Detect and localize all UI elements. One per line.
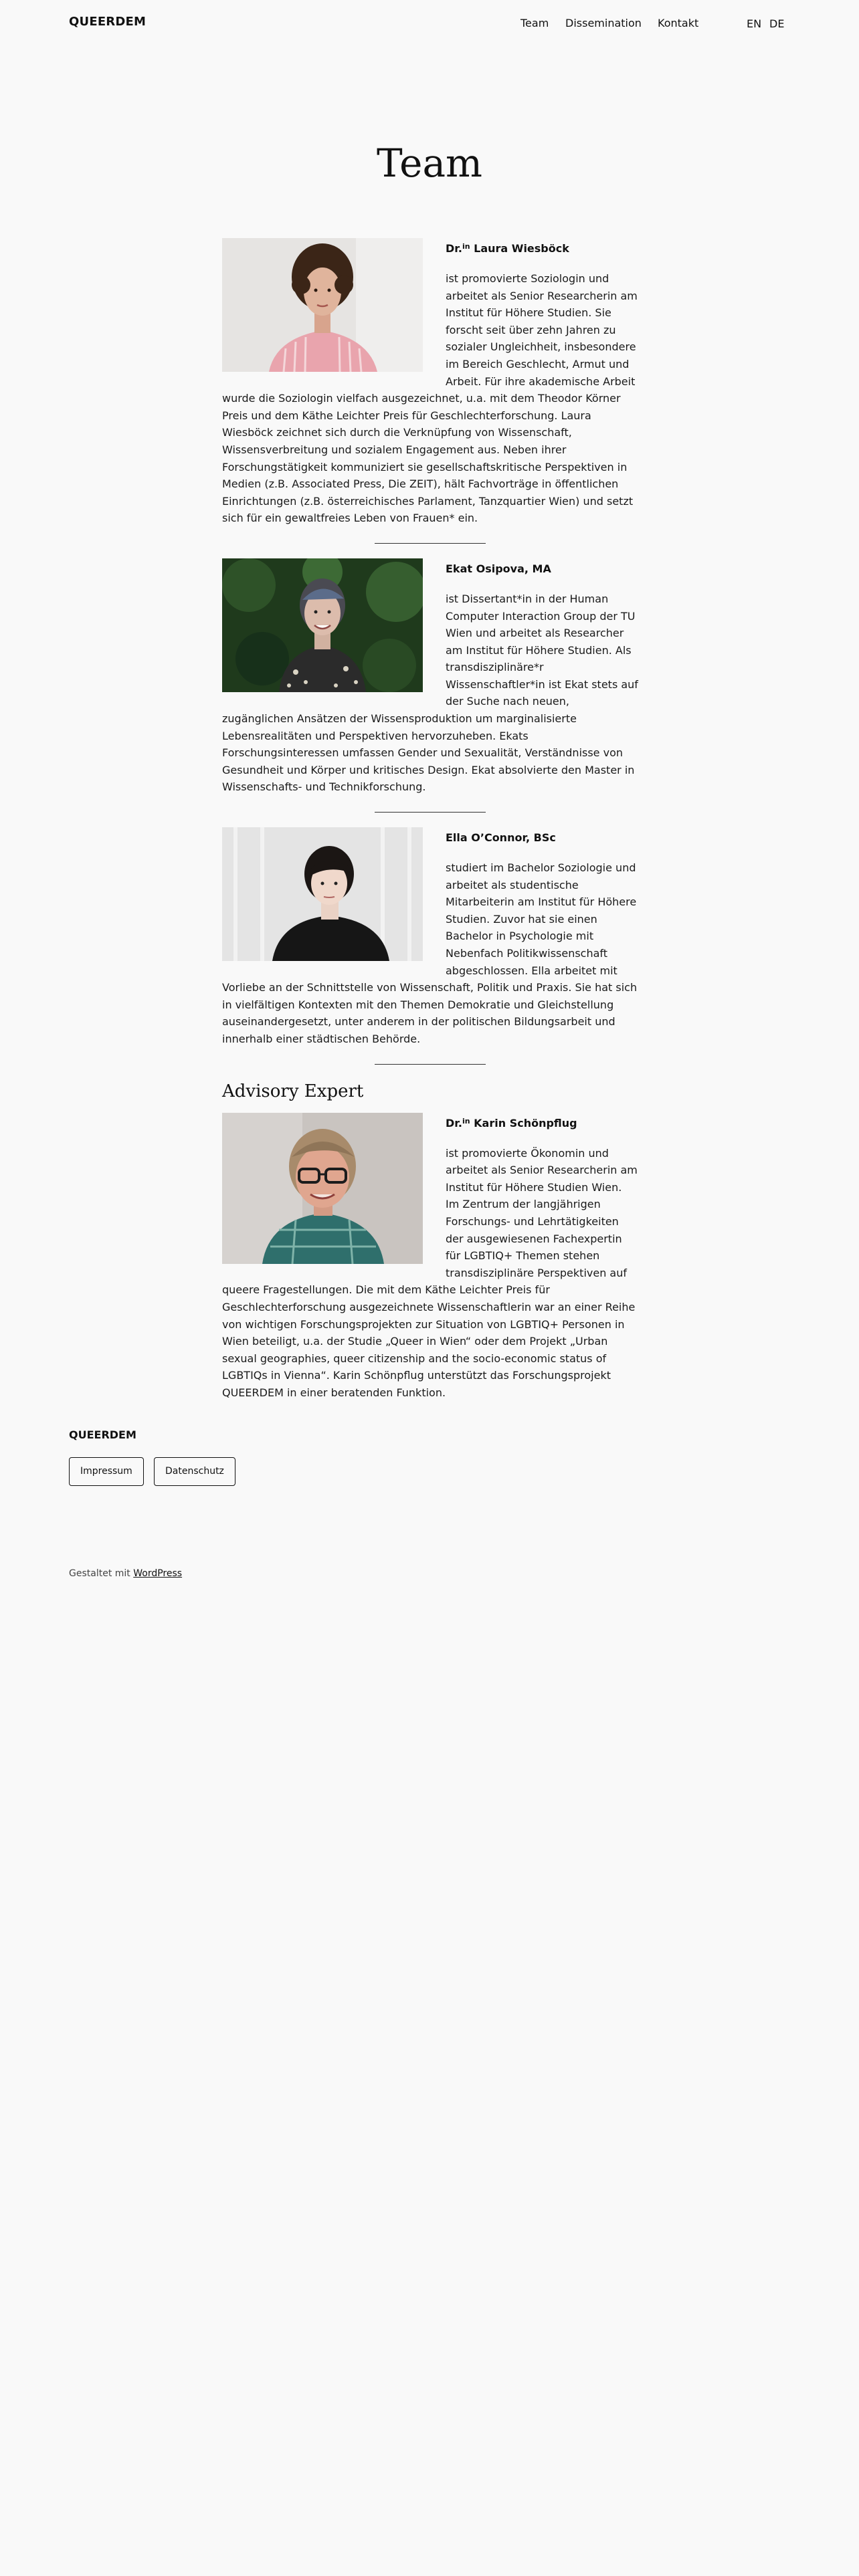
portrait-image xyxy=(222,238,423,372)
member-bio: ist Dissertant*in in der Human Computer Interaction Group der TU Wien und arbeitet als Researcher am Institut für Höhere Studien. Als transdisziplinäre*r Wissenschaftler*in ist Ekat stets auf der Suche nach neuen, zugänglichen Ansätzen der Wissensproduktion um marginalisierte Lebensrealitäten und Perspektiven hervorzuheben. Ekats Forschungsinteressen umfassen Gender und Sexualität, Verständnisse von Gesundheit und Körper und kritisches Design. Ekat absolvierte den Master in Wissenschafts- und Technikforschung. xyxy=(222,592,638,794)
lang-en-link[interactable]: EN xyxy=(747,17,762,30)
nav-item-dissemination[interactable]: Dissemination xyxy=(565,17,642,29)
impressum-button[interactable]: Impressum xyxy=(69,1457,144,1486)
portrait-image xyxy=(222,1113,423,1264)
member-name: Ella O’Connor, BSc xyxy=(446,831,556,845)
footer-site-title: QUEERDEM xyxy=(69,1428,136,1441)
member-bio: studiert im Bachelor Soziologie und arbeitet als studentische Mitarbeiterin am Institut für Höhere Studien. Zuvor hat sie einen Bachelor in Psychologie mit Nebenfach Politikwissenschaft abgeschlossen. Ella arbeitet mit Vorliebe an der Schnittstelle von Wissenschaft, Politik und Praxis. Sie hat sich in vielfältigen Kontexten mit den Themen Demokratie und Gleichstellung auseinandergesetzt, unter anderem in der politischen Bildungsarbeit und innerhalb einer städtischen Behörde. xyxy=(222,861,638,1045)
team-member-ella xyxy=(222,827,638,1048)
separator xyxy=(375,1064,486,1065)
member-bio: ist promovierte Ökonomin und arbeitet als Senior Researcherin am Institut für Höhere Studien Wien. Im Zentrum der langjährigen Forschungs- und Lehrtätigkeiten der ausgewiesenen Fachexpertin für LGBTIQ+ Themen stehen transdisziplinäre Perspektiven auf queere Fragestellungen. Die mit dem Käthe Leichter Preis für Geschlechterforschung ausgezeichnete Wissenschaftlerin war an einer Reihe von wichtigen Forschungsprojekten zur Situation von LGBTIQ+ Personen in Wien beteiligt, u.a. der Studie „Queer in Wien“ oder dem Projekt „Urban sexual geographies, queer citizenship and the socio-economic status of LGBTIQs in Vienna“. Karin Schönpflug unterstützt das Forschungsprojekt QUEERDEM in einer beratenden Funktion. xyxy=(222,1146,638,1399)
portrait-image xyxy=(222,827,423,961)
separator xyxy=(375,543,486,544)
page-title: Team xyxy=(376,140,483,186)
datenschutz-button[interactable]: Datenschutz xyxy=(154,1457,235,1486)
advisory-heading: Advisory Expert xyxy=(222,1081,364,1101)
member-name: Dr.$^{in}$ Laura Wiesböck xyxy=(446,242,569,255)
credit-text: Gestaltet mit xyxy=(69,1568,134,1579)
portrait-image xyxy=(222,558,423,692)
wordpress-link[interactable]: WordPress xyxy=(133,1568,183,1579)
member-name: Dr.$^{in}$ Karin Schönpflug xyxy=(446,1116,577,1130)
lang-de-link[interactable]: DE xyxy=(769,17,785,30)
site-header xyxy=(0,0,859,48)
team-content xyxy=(222,238,638,1401)
member-bio: ist promovierte Soziologin und arbeitet als Senior Researcherin am Institut für Höhere Studien. Sie forscht seit über zehn Jahren zu sozialer Ungleichheit, insbesondere im Bereich Geschlecht, Armut und Arbeit. Für ihre akademische Arbeit wurde die Soziologin vielfach ausgezeichnet, u.a. mit dem Theodor Körner Preis und dem Käthe Leichter Preis für Geschlechterforschung. Laura Wiesböck zeichnet sich durch die Verknüpfung von Wissenschaft, Wissensverbreitung und sozialem Engagement aus. Neben ihrer Forschungstätigkeit kommuniziert sie gesellschaftskritische Perspektiven in Medien (z.B. Associated Press, Die ZEIT), hält Fachvorträge in öffentlichen Einrichtungen (z.B. österreichisches Parlament, Tanzquartier Wien) und setzt sich für ein gewaltfreies Leben von Frauen* ein. xyxy=(222,272,638,525)
member-name: Ekat Osipova, MA xyxy=(446,562,551,575)
nav-item-kontakt[interactable]: Kontakt xyxy=(658,17,699,29)
team-member-laura xyxy=(222,238,638,527)
team-member-karin xyxy=(222,1113,638,1402)
team-member-ekat xyxy=(222,558,638,796)
site-title-link[interactable]: QUEERDEM xyxy=(69,15,147,29)
separator xyxy=(375,812,486,813)
member-photo xyxy=(222,827,423,961)
member-photo xyxy=(222,238,423,372)
footer-credit xyxy=(69,1568,182,1579)
member-photo xyxy=(222,1113,423,1264)
member-photo xyxy=(222,558,423,692)
nav-item-team[interactable]: Team xyxy=(520,17,549,29)
